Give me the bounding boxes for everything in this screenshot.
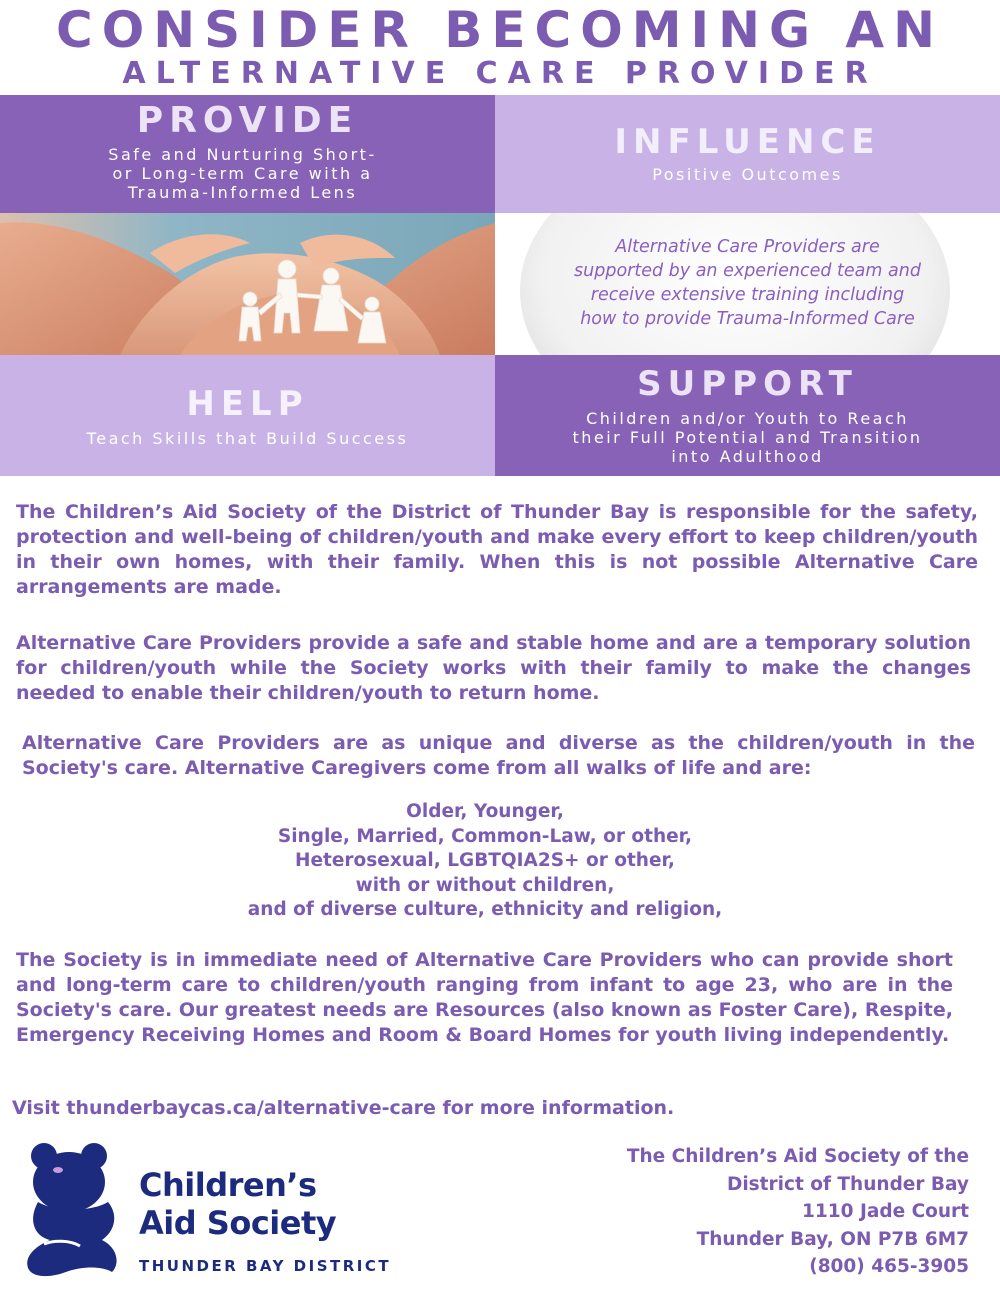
headline-line-2: ALTERNATIVE CARE PROVIDER [122, 56, 878, 91]
support-text: Children and/or Youth to Reach their Full Potential and Transition into Adulthood [572, 409, 923, 466]
logo-subtitle: THUNDER BAY DISTRICT [139, 1257, 392, 1275]
support-panel [495, 355, 1000, 476]
hands-family-illustration [0, 213, 495, 355]
training-callout-panel [495, 213, 1000, 355]
provide-text: Safe and Nurturing Short- or Long-term Care with a Trauma-Informed Lens [108, 145, 377, 202]
bear-logo-icon [22, 1140, 128, 1280]
help-panel [0, 355, 495, 476]
provide-title: PROVIDE [136, 100, 359, 141]
list-item: Single, Married, Common-Law, or other, [277, 825, 693, 847]
help-subtitle: Teach Skills that Build Success [86, 429, 409, 448]
logo-wordmark: Children’s Aid Society [139, 1166, 337, 1242]
address-line: 1110 Jade Court [802, 1201, 969, 1222]
phone-number: (800) 465-3905 [809, 1256, 969, 1277]
influence-subtitle: Positive Outcomes [652, 165, 843, 184]
list-item: Older, Younger, [406, 801, 564, 822]
headline-line-1: CONSIDER BECOMING AN [56, 1, 944, 59]
address-line: District of Thunder Bay [726, 1173, 969, 1195]
influence-panel [495, 95, 1000, 213]
paragraph-immediate-need: The Society is in immediate need of Alternative Care Providers who can provide short and long-term care to children/youth ranging from infant to age 23, who are in the Society's care. Our greatest needs are Resources (also known as Foster Care), Respite, Emergency Receiving Homes and Room & Board Homes for youth living independently. [16, 949, 953, 1046]
address-line: Thunder Bay, ON P7B 6M7 [696, 1228, 969, 1250]
visit-website-link[interactable]: Visit thunderbaycas.ca/alternative-care for more information. [12, 1097, 675, 1119]
help-title: HELP [186, 384, 309, 424]
support-title: SUPPORT [637, 364, 858, 404]
provide-panel [0, 95, 495, 213]
influence-title: INFLUENCE [614, 122, 881, 162]
list-item: with or without children, [355, 874, 615, 896]
training-callout-text: Alternative Care Providers are supported by an experienced team and receive extensive training including how to provide Trauma-Informed Care [574, 237, 921, 329]
list-item: and of diverse culture, ethnicity and religion, [247, 899, 723, 920]
paragraph-temporary-solution: Alternative Care Providers provide a safe and stable home and are a temporary solution for children/youth while the Society works with their family to make the changes needed to enable their children/youth to return home. [16, 632, 971, 704]
contact-address [627, 1143, 969, 1281]
caregiver-types-list [0, 800, 970, 923]
address-line: The Children’s Aid Society of the [626, 1146, 969, 1167]
paragraph-unique-diverse: Alternative Care Providers are as unique and diverse as the children/youth in the Society's care. Alternative Caregivers come from all walks of life and are: [22, 732, 975, 779]
paragraph-responsibility: The Children’s Aid Society of the District of Thunder Bay is responsible for the safety, protection and well-being of children/youth and make every effort to keep children/youth in their own homes, with their family. When this is not possible Alternative Care arrangements are made. [16, 501, 978, 598]
family-hands-photo [0, 213, 495, 355]
list-item: Heterosexual, LGBTQIA2S+ or other, [295, 850, 675, 871]
